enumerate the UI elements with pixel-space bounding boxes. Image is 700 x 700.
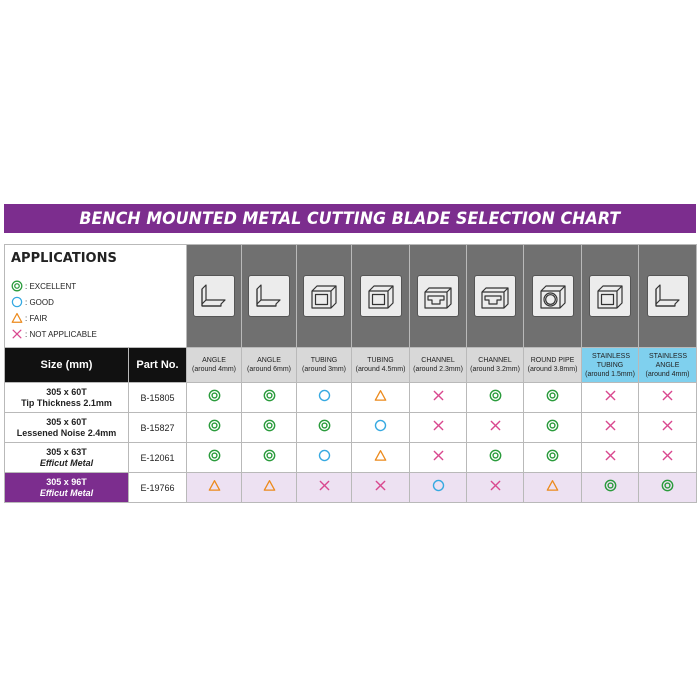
- size-cell: [5, 413, 129, 443]
- rating-cell: [582, 383, 639, 413]
- profile-cell: [467, 245, 524, 348]
- fair-symbol: [208, 479, 221, 492]
- column-name: STAINLESS ANGLE: [649, 352, 688, 369]
- legend: [5, 245, 187, 348]
- rating-cell: [297, 443, 352, 473]
- fair-symbol: [374, 389, 387, 402]
- column-name: TUBING: [310, 357, 338, 364]
- size-cell: [5, 473, 129, 503]
- rating-cell: [524, 443, 582, 473]
- rating-cell: [352, 443, 410, 473]
- good-symbol: [318, 389, 331, 402]
- legend-label: : FAIR: [25, 313, 48, 323]
- size-header: Size (mm): [5, 348, 129, 383]
- na-symbol: [604, 449, 617, 462]
- column-detail: (around 3mm): [302, 366, 346, 373]
- tubing-icon: [360, 275, 402, 317]
- profile-cell: [242, 245, 297, 348]
- table-row: [5, 413, 697, 443]
- excellent-symbol: [208, 449, 221, 462]
- column-name: ANGLE: [202, 357, 226, 364]
- angle-icon: [248, 275, 290, 317]
- profile-cell: [639, 245, 697, 348]
- rating-cell: [467, 383, 524, 413]
- na-symbol: [661, 389, 674, 402]
- rating-cell: [467, 443, 524, 473]
- excellent-symbol: [208, 389, 221, 402]
- rating-cell: [639, 383, 697, 413]
- rating-cell: [582, 443, 639, 473]
- profile-cell: [524, 245, 582, 348]
- rating-cell: [410, 383, 467, 413]
- column-detail: (around 4mm): [645, 370, 690, 378]
- excellent-symbol: [546, 419, 559, 432]
- part-number: E-19766: [129, 473, 187, 503]
- column-header: [410, 348, 467, 383]
- legend-title: APPLICATIONS: [11, 251, 117, 266]
- column-name: ANGLE: [257, 357, 281, 364]
- table-row: [5, 383, 697, 413]
- part-header: Part No.: [129, 348, 187, 383]
- rating-cell: [187, 383, 242, 413]
- excellent-symbol: [546, 389, 559, 402]
- excellent-symbol: [489, 389, 502, 402]
- rating-cell: [467, 413, 524, 443]
- size-value: 305 x 60T: [46, 416, 87, 427]
- legend-label: : EXCELLENT: [25, 281, 77, 291]
- fair-symbol: [11, 312, 23, 324]
- na-symbol: [661, 419, 674, 432]
- excellent-symbol: [263, 389, 276, 402]
- size-note: Efficut Metal: [39, 487, 94, 498]
- rating-cell: [242, 413, 297, 443]
- column-header: [639, 348, 697, 383]
- na-symbol: [318, 479, 331, 492]
- rating-cell: [242, 383, 297, 413]
- rating-cell: [297, 413, 352, 443]
- title-banner: [4, 204, 696, 233]
- na-symbol: [432, 449, 445, 462]
- selection-table: [4, 244, 697, 503]
- column-detail: (around 6mm): [247, 366, 291, 373]
- rating-cell: [242, 443, 297, 473]
- column-header: [467, 348, 524, 383]
- profile-cell: [187, 245, 242, 348]
- rating-cell: [639, 473, 697, 503]
- legend-item-fair: [11, 310, 180, 326]
- chart-title: BENCH MOUNTED METAL CUTTING BLADE SELECTION CHART: [79, 208, 621, 229]
- size-note: Efficut Metal: [39, 457, 94, 468]
- rating-cell: [297, 473, 352, 503]
- column-detail: (around 3.8mm): [527, 366, 578, 373]
- rating-cell: [242, 473, 297, 503]
- legend-label: : GOOD: [25, 297, 54, 307]
- column-name: CHANNEL: [478, 357, 512, 364]
- table-row: [5, 443, 697, 473]
- rating-cell: [467, 473, 524, 503]
- rating-cell: [297, 383, 352, 413]
- excellent-symbol: [604, 479, 617, 492]
- profile-cell: [582, 245, 639, 348]
- part-number: B-15805: [129, 383, 187, 413]
- excellent-symbol: [263, 449, 276, 462]
- column-header: [242, 348, 297, 383]
- angle-icon: [193, 275, 235, 317]
- channel-icon: [417, 275, 459, 317]
- rating-cell: [639, 443, 697, 473]
- column-name: TUBING: [367, 357, 394, 364]
- excellent-symbol: [546, 449, 559, 462]
- good-symbol: [432, 479, 445, 492]
- channel-icon: [474, 275, 516, 317]
- column-detail: (around 3.2mm): [470, 366, 520, 373]
- good-symbol: [374, 419, 387, 432]
- rating-cell: [410, 413, 467, 443]
- rating-cell: [524, 383, 582, 413]
- rating-cell: [582, 413, 639, 443]
- column-header: [187, 348, 242, 383]
- column-header: [524, 348, 582, 383]
- profile-cell: [297, 245, 352, 348]
- column-header: [297, 348, 352, 383]
- part-number: E-12061: [129, 443, 187, 473]
- excellent-symbol: [11, 280, 23, 292]
- rating-cell: [187, 443, 242, 473]
- legend-item-good: [11, 294, 180, 310]
- tubing-icon: [303, 275, 345, 317]
- good-symbol: [318, 449, 331, 462]
- rating-cell: [582, 473, 639, 503]
- column-header: [582, 348, 639, 383]
- rating-cell: [187, 473, 242, 503]
- size-cell: [5, 443, 129, 473]
- column-detail: (around 4.5mm): [355, 366, 406, 373]
- fair-symbol: [546, 479, 559, 492]
- table-row: [5, 473, 697, 503]
- rating-cell: [639, 413, 697, 443]
- fair-symbol: [374, 449, 387, 462]
- na-symbol: [604, 389, 617, 402]
- profile-cell: [352, 245, 410, 348]
- na-symbol: [374, 479, 387, 492]
- na-symbol: [432, 419, 445, 432]
- size-cell: [5, 383, 129, 413]
- size-value: 305 x 60T: [46, 386, 87, 397]
- column-detail: (around 4mm): [192, 366, 236, 373]
- column-detail: (around 1.5mm): [585, 370, 635, 378]
- na-symbol: [11, 328, 23, 340]
- tubing-icon: [589, 275, 631, 317]
- rating-cell: [410, 473, 467, 503]
- legend-item-na: [11, 326, 180, 342]
- legend-label: : NOT APPLICABLE: [25, 329, 97, 339]
- angle-icon: [647, 275, 689, 317]
- size-value: 305 x 96T: [46, 476, 87, 487]
- na-symbol: [489, 419, 502, 432]
- excellent-symbol: [263, 419, 276, 432]
- rating-cell: [352, 383, 410, 413]
- profile-cell: [410, 245, 467, 348]
- excellent-symbol: [489, 449, 502, 462]
- excellent-symbol: [208, 419, 221, 432]
- na-symbol: [604, 419, 617, 432]
- part-number: B-15827: [129, 413, 187, 443]
- column-name: STAINLESS TUBING: [592, 352, 631, 369]
- fair-symbol: [263, 479, 276, 492]
- legend-item-excellent: [11, 278, 180, 294]
- rating-cell: [352, 413, 410, 443]
- rating-cell: [524, 473, 582, 503]
- rating-cell: [524, 413, 582, 443]
- column-detail: (around 2.3mm): [413, 366, 463, 373]
- size-value: 305 x 63T: [46, 446, 87, 457]
- excellent-symbol: [318, 419, 331, 432]
- na-symbol: [661, 449, 674, 462]
- na-symbol: [489, 479, 502, 492]
- column-name: ROUND PIPE: [530, 357, 575, 364]
- round-pipe-icon: [532, 275, 574, 317]
- size-note: Lessened Noise 2.4mm: [16, 427, 117, 438]
- excellent-symbol: [661, 479, 674, 492]
- rating-cell: [410, 443, 467, 473]
- column-header: [352, 348, 410, 383]
- good-symbol: [11, 296, 23, 308]
- rating-cell: [187, 413, 242, 443]
- column-name: CHANNEL: [421, 357, 455, 364]
- size-note: Tip Thickness 2.1mm: [21, 397, 112, 408]
- na-symbol: [432, 389, 445, 402]
- rating-cell: [352, 473, 410, 503]
